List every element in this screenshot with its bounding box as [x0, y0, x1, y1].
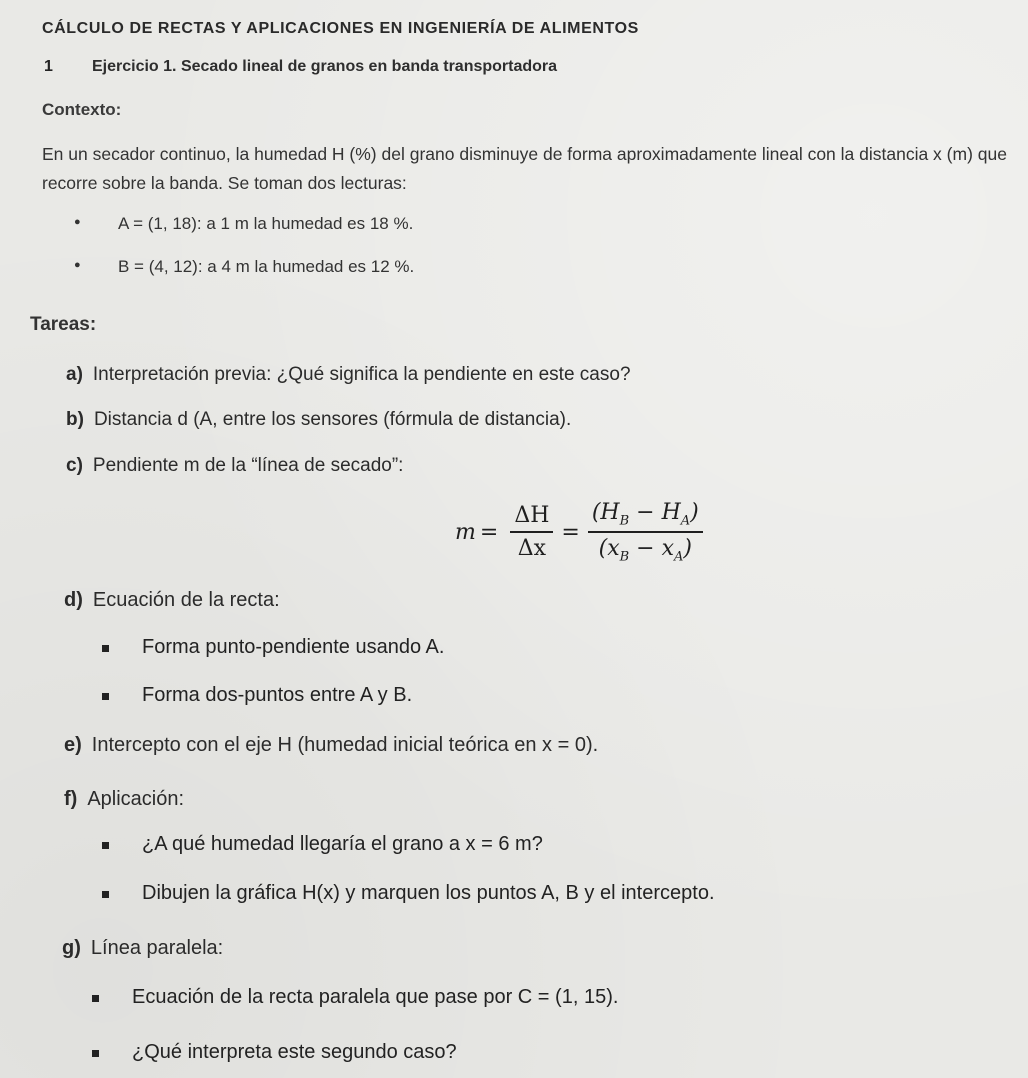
tasks-label: Tareas:: [30, 314, 97, 335]
formula-lhs: m: [455, 519, 476, 545]
bullet-dot-icon: ●: [74, 259, 81, 271]
task-letter: c): [66, 455, 83, 476]
point-a: [74, 214, 414, 234]
task-c: [66, 455, 403, 477]
task-text: Intercepto con el eje H (humedad inicial teórica en x = 0).: [91, 734, 599, 756]
task-letter: d): [64, 589, 83, 611]
item-text: ¿Qué interpreta este segundo caso?: [132, 1041, 457, 1063]
bullet-square-icon: [102, 891, 109, 898]
formula-equals: =: [479, 519, 499, 545]
context-paragraph: En un secador continuo, la humedad H (%) del grano disminuye de forma aproximadamente lineal con la distancia x (m) que recorre sobre la banda. Se toman dos lecturas:: [42, 144, 1007, 193]
task-g-item-1: [132, 986, 618, 1009]
task-f-item-1: [142, 833, 543, 856]
bullet-dot-icon: ●: [74, 216, 81, 228]
exercise-title: Ejercicio 1. Secado lineal de granos en banda transportadora: [92, 58, 558, 75]
task-d-item-2: [142, 684, 412, 707]
item-text: Ecuación de la recta paralela que pase por C = (1, 15).: [132, 986, 619, 1008]
task-letter: a): [66, 364, 83, 385]
item-text: Forma punto-pendiente usando A.: [142, 636, 445, 658]
fraction-numerator: $(H_B - H_A)$: [588, 500, 703, 533]
task-letter: e): [64, 734, 82, 756]
point-b: [74, 257, 415, 277]
bullet-square-icon: [102, 842, 109, 849]
task-text: Interpretación previa: ¿Qué significa la pendiente en este caso?: [92, 364, 631, 385]
bullet-square-icon: [92, 995, 99, 1002]
task-g-item-2: [132, 1041, 457, 1064]
task-e: [64, 734, 598, 757]
item-text: ¿A qué humedad llegaría el grano a x = 6 m?: [142, 833, 543, 855]
task-text: Distancia d (A, entre los sensores (fórmula de distancia).: [93, 409, 572, 430]
slope-formula: [455, 500, 711, 565]
task-d-item-1: [142, 636, 444, 659]
bullet-square-icon: [102, 645, 109, 652]
fraction-denominator: Δx: [517, 536, 546, 562]
task-letter: b): [66, 409, 84, 430]
task-b: [66, 409, 571, 431]
task-text: Aplicación:: [87, 788, 185, 810]
bullet-square-icon: [92, 1050, 99, 1057]
document-title: CÁLCULO DE RECTAS Y APLICACIONES EN INGENIERÍA DE ALIMENTOS: [42, 20, 639, 37]
fraction-delta: [510, 503, 553, 561]
bullet-square-icon: [102, 693, 109, 700]
fraction-denominator: $(x_B - x_A)$: [598, 536, 692, 565]
task-letter: f): [64, 788, 78, 810]
task-a: [66, 364, 631, 386]
task-text: Línea paralela:: [90, 937, 224, 959]
point-b-text: B = (4, 12): a 4 m la humedad es 12 %.: [118, 257, 415, 276]
item-text: Forma dos-puntos entre A y B.: [142, 684, 413, 706]
item-text: Dibujen la gráfica H(x) y marquen los puntos A, B y el intercepto.: [142, 882, 715, 904]
task-g: [62, 937, 223, 960]
task-text: Pendiente m de la “línea de secado”:: [92, 455, 404, 476]
formula-equals: =: [561, 519, 580, 545]
task-f-item-2: [142, 882, 715, 905]
point-a-text: A = (1, 18): a 1 m la humedad es 18 %.: [118, 214, 414, 233]
task-d: [64, 589, 280, 612]
context-label: Contexto:: [42, 100, 122, 119]
fraction-points: [588, 500, 703, 565]
task-letter: g): [62, 937, 81, 959]
task-text: Ecuación de la recta:: [92, 589, 280, 611]
fraction-numerator: ΔH: [510, 503, 553, 533]
task-f: [64, 788, 184, 811]
exercise-number: 1: [44, 58, 53, 75]
